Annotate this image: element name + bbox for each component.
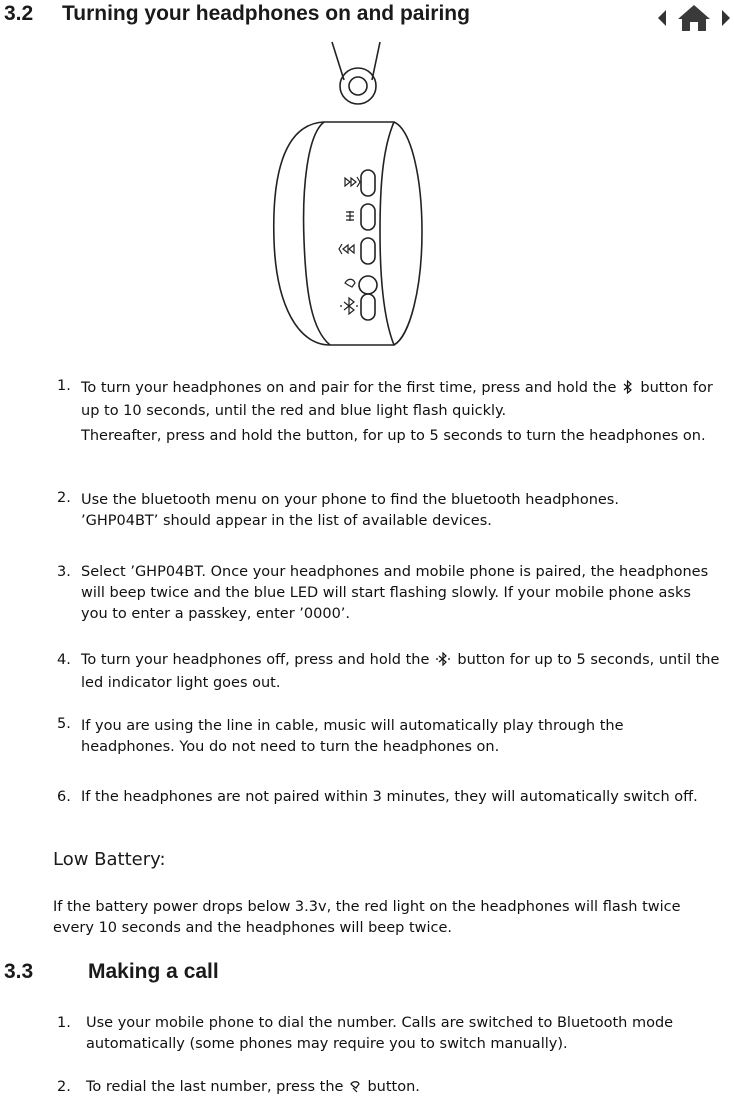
previous-page-icon[interactable] xyxy=(658,10,666,26)
step-text: To turn your headphones on and pair for the first time, press and hold the button for up to 10 seconds, until the red and blue light flash quickly. xyxy=(81,380,713,419)
next-page-icon[interactable] xyxy=(722,10,730,26)
step-number: 1. xyxy=(57,378,71,394)
step-number: 2. xyxy=(57,490,71,506)
page-navigation xyxy=(654,2,734,32)
low-battery-text: If the battery power drops below 3.3v, the red light on the headphones will flash twice every 10 seconds and the headphones will beep twice. xyxy=(53,899,681,936)
bluetooth-icon xyxy=(622,380,634,401)
step-text: If you are using the line in cable, music will automatically play through the headphones. You do not need to turn the headphones on. xyxy=(81,718,624,755)
step-number: 5. xyxy=(57,716,71,732)
step-text: Use the bluetooth menu on your phone to find the bluetooth headphones. ’GHP04BT’ should appear in the list of available devices. xyxy=(81,492,619,529)
step-number: 3. xyxy=(57,564,71,580)
headphone-illustration xyxy=(262,40,438,360)
section-title: Turning your headphones on and pairing xyxy=(62,2,470,25)
step-number: 4. xyxy=(57,652,71,668)
step-text: If the headphones are not paired within 3 minutes, they will automatically switch off. xyxy=(81,789,698,805)
section-number: 3.2 xyxy=(4,2,34,25)
section-title: Making a call xyxy=(88,960,219,983)
low-battery-heading: Low Battery: xyxy=(53,849,166,870)
step-text: To turn your headphones off, press and hold the button for up to 5 seconds, until the led indicator light goes out. xyxy=(81,652,720,691)
bluetooth-power-icon xyxy=(435,652,451,673)
step-text: Use your mobile phone to dial the number. Calls are switched to Bluetooth mode automatically (some phones may require you to switch manually). xyxy=(86,1015,674,1052)
section-heading-3-3 xyxy=(4,960,219,984)
section-heading-3-2 xyxy=(4,2,470,26)
step-1-followup: Thereafter, press and hold the button, for up to 5 seconds to turn the headphones on. xyxy=(81,428,706,444)
step-number: 2. xyxy=(57,1079,71,1095)
section-number: 3.3 xyxy=(4,960,34,983)
step-text: Select ’GHP04BT. Once your headphones and mobile phone is paired, the headphones will beep twice and the blue LED will start flashing slowly. If your mobile phone asks you to enter a passkey, enter ’0000’. xyxy=(81,564,709,622)
phone-icon xyxy=(349,1079,361,1100)
step-number: 6. xyxy=(57,789,71,805)
step-text: To redial the last number, press the button. xyxy=(86,1077,706,1100)
home-icon[interactable] xyxy=(678,5,710,31)
step-number: 1. xyxy=(57,1015,71,1031)
